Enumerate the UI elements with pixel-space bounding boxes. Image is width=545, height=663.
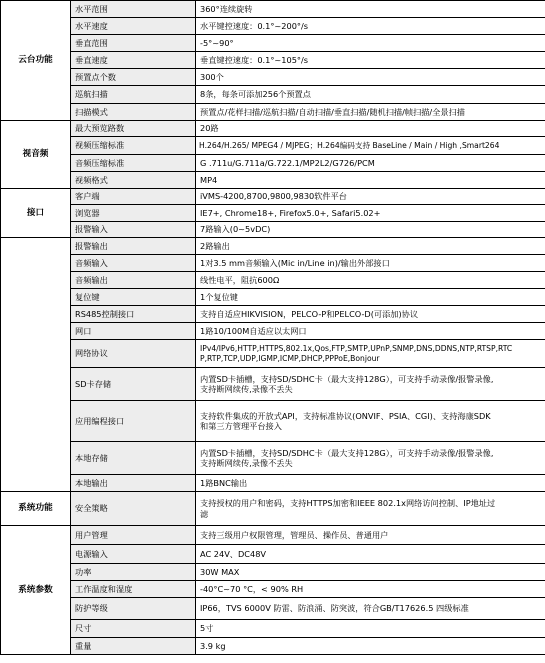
row-value: 2路输出 [196,238,545,255]
row-value: 1路BNC输出 [196,475,545,492]
row-value: AC 24V、DC48V [196,545,545,564]
section-video: 视音频 [1,121,71,189]
row-key: 音频压缩标准 [71,155,196,172]
row-value: 垂直键控速度：0.1°~105°/s [196,52,545,69]
value-line: 内置SD卡插槽，支持SD/SDHC卡（最大支持128G），可支持手动录像/报警录像, [200,373,494,384]
table-row [1,492,545,526]
value-line: 支持软件集成的开放式API，支持标准协议(ONVIF、PSIA、CGI)、支持海康SDK [200,410,491,421]
row-value: G .711u/G.711a/G.722.1/MP2L2/G726/PCM [196,155,545,172]
table-row [1,121,545,137]
row-value [196,442,545,475]
row-key: 本地输出 [71,475,196,492]
row-value: 1对3.5 mm音频输入(Mic in/Line in)/输出外部接口 [196,255,545,272]
row-value: 8条，每条可添加256个预置点 [196,86,545,104]
row-key: 视频格式 [71,172,196,189]
table-row [1,86,545,104]
table-row [1,368,545,401]
value-line: 内置SD卡插槽，支持SD/SDHC卡（最大支持128G），可支持手动录像/报警录像, [200,447,494,458]
row-value: 1路10/100M自适应以太网口 [196,323,545,340]
value-line: IPv4/IPv6,HTTP,HTTPS,802.1x,Qos,FTP,SMTP,UPnP,SNMP,DNS,DDNS,NTP,RTSP,RTC [200,344,513,354]
row-key: 水平范围 [71,1,196,18]
row-value: 20路 [196,121,545,137]
value-line: 支持授权的用户和密码，支持HTTPS加密和IEEE 802.1x网络访问控制、IP地址过 [200,498,496,509]
row-value [196,401,545,442]
row-key: 报警输入 [71,222,196,238]
table-row [1,526,545,545]
row-key: 网络协议 [71,340,196,368]
table-row [1,35,545,52]
row-key: 工作温度和湿度 [71,581,196,598]
table-row [1,401,545,442]
row-key: 复位键 [71,289,196,306]
row-key: 最大预览路数 [71,121,196,137]
value-line: 和第三方管理平台接入 [200,421,282,431]
row-key: 本地存储 [71,442,196,475]
row-value [196,340,545,368]
row-value: 预置点/花样扫描/巡航扫描/自动扫描/垂直扫描/随机扫描/帧扫描/全景扫描 [196,104,545,121]
row-value: 30W MAX [196,564,545,581]
section-system-params: 系统参数 [1,526,71,655]
row-value: 7路输入(0~5vDC) [196,222,545,238]
row-key: 音频输出 [71,272,196,289]
table-row [1,340,545,368]
row-value: 3.9 kg [196,638,545,655]
row-key: 防护等级 [71,598,196,620]
row-key: 重量 [71,638,196,655]
row-key: 浏览器 [71,205,196,222]
table-row [1,475,545,492]
row-value: 支持自适应HIKVISION，PELCO-P和PELCO-D(可添加)协议 [196,306,545,323]
table-row [1,289,545,306]
row-value [196,492,545,526]
table-row [1,137,545,155]
row-key: 巡航扫描 [71,86,196,104]
table-row [1,189,545,205]
row-key: RS485控制接口 [71,306,196,323]
row-key: 功率 [71,564,196,581]
row-key: 电源输入 [71,545,196,564]
row-value: MP4 [196,172,545,189]
row-key: 视频压缩标准 [71,137,196,155]
row-value: IE7+, Chrome18+, Firefox5.0+, Safari5.02+ [196,205,545,222]
row-key: 音频输入 [71,255,196,272]
row-key: 报警输出 [71,238,196,255]
value-line: P,RTP,TCP,UDP,IGMP,ICMP,DHCP,PPPoE,Bonjour [200,353,380,363]
row-key: 扫描模式 [71,104,196,121]
row-value: 水平键控速度：0.1°~200°/s [196,18,545,35]
row-value: -40°C~70 °C，< 90% RH [196,581,545,598]
row-value: 360°连续旋转 [196,1,545,18]
row-key: 垂直范围 [71,35,196,52]
row-value: H.264/H.265/ MPEG4 / MJPEG；H.264编码支持 BaseLine / Main / High ,Smart264 [196,137,545,155]
table-row [1,323,545,340]
table-row [1,564,545,581]
row-key: SD卡存储 [71,368,196,401]
table-row [1,545,545,564]
row-key: 应用编程接口 [71,401,196,442]
value-line: 滤 [200,508,209,519]
table-row [1,104,545,121]
table-row [1,18,545,35]
table-row [1,638,545,655]
table-row [1,581,545,598]
row-value: IP66，TVS 6000V 防雷、防浪涌、防突波，符合GB/T17626.5 四级标准 [196,598,545,620]
row-value [196,368,545,401]
row-key: 网口 [71,323,196,340]
value-line: 支持断网续传,录像不丢失 [200,384,293,394]
row-key: 用户管理 [71,526,196,545]
table-row [1,442,545,475]
table-row [1,598,545,620]
row-key: 客户端 [71,189,196,205]
table-row [1,155,545,172]
table-row [1,172,545,189]
table-row [1,306,545,323]
value-line: 支持断网续传,录像不丢失 [200,458,293,468]
row-value: 300个 [196,69,545,86]
row-value: 支持三级用户权限管理，管理员、操作员、普通用户 [196,526,545,545]
section-system-function: 系统功能 [1,492,71,526]
table-row [1,69,545,86]
table-row [1,1,545,18]
row-key: 尺寸 [71,620,196,638]
section-interface-continued [1,238,71,492]
row-value: 线性电平，阻抗600Ω [196,272,545,289]
row-value: -5°~90° [196,35,545,52]
table-row [1,222,545,238]
table-row [1,620,545,638]
row-value: 1个复位键 [196,289,545,306]
table-row [1,255,545,272]
table-row [1,238,545,255]
section-ptz: 云台功能 [1,1,71,121]
section-interface: 接口 [1,189,71,238]
table-row [1,205,545,222]
row-key: 水平速度 [71,18,196,35]
table-row [1,52,545,69]
table-row [1,272,545,289]
row-value: 5寸 [196,620,545,638]
row-key: 预置点个数 [71,69,196,86]
row-key: 安全策略 [71,492,196,526]
row-key: 垂直速度 [71,52,196,69]
row-value: iVMS-4200,8700,9800,9830软件平台 [196,189,545,205]
